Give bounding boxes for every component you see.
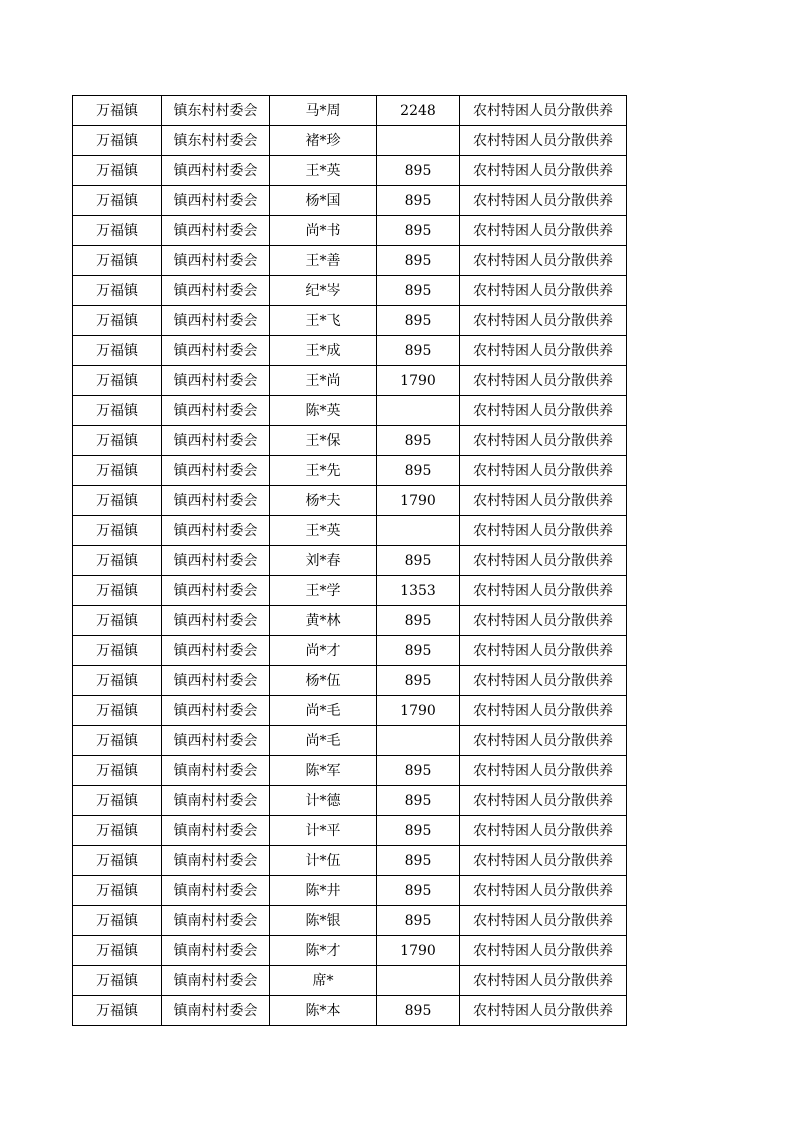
village-cell: 镇南村村委会 [162, 906, 270, 936]
name-cell: 陈*军 [270, 756, 377, 786]
village-cell: 镇西村村委会 [162, 546, 270, 576]
table-row [73, 666, 627, 696]
town-cell: 万福镇 [73, 996, 162, 1026]
type-cell: 农村特困人员分散供养 [460, 186, 627, 216]
type-cell: 农村特困人员分散供养 [460, 516, 627, 546]
type-cell: 农村特困人员分散供养 [460, 216, 627, 246]
village-cell: 镇西村村委会 [162, 696, 270, 726]
table-row [73, 846, 627, 876]
village-cell: 镇西村村委会 [162, 306, 270, 336]
town-cell: 万福镇 [73, 216, 162, 246]
amount-cell: 895 [377, 846, 460, 876]
village-cell: 镇西村村委会 [162, 246, 270, 276]
name-cell: 王*学 [270, 576, 377, 606]
type-cell: 农村特困人员分散供养 [460, 426, 627, 456]
type-cell: 农村特困人员分散供养 [460, 636, 627, 666]
amount-cell: 1790 [377, 366, 460, 396]
table-row [73, 336, 627, 366]
amount-cell: 895 [377, 756, 460, 786]
table-row [73, 486, 627, 516]
table-row [73, 216, 627, 246]
village-cell: 镇西村村委会 [162, 726, 270, 756]
type-cell: 农村特困人员分散供养 [460, 246, 627, 276]
village-cell: 镇西村村委会 [162, 486, 270, 516]
amount-cell: 895 [377, 216, 460, 246]
amount-cell [377, 126, 460, 156]
name-cell: 王*善 [270, 246, 377, 276]
type-cell: 农村特困人员分散供养 [460, 696, 627, 726]
type-cell: 农村特困人员分散供养 [460, 306, 627, 336]
name-cell: 黄*林 [270, 606, 377, 636]
town-cell: 万福镇 [73, 756, 162, 786]
town-cell: 万福镇 [73, 906, 162, 936]
town-cell: 万福镇 [73, 576, 162, 606]
name-cell: 马*周 [270, 96, 377, 126]
type-cell: 农村特困人员分散供养 [460, 456, 627, 486]
table-row [73, 306, 627, 336]
amount-cell: 1790 [377, 696, 460, 726]
town-cell: 万福镇 [73, 666, 162, 696]
village-cell: 镇西村村委会 [162, 636, 270, 666]
town-cell: 万福镇 [73, 126, 162, 156]
table-row [73, 756, 627, 786]
amount-cell: 895 [377, 276, 460, 306]
table-row [73, 96, 627, 126]
type-cell: 农村特困人员分散供养 [460, 336, 627, 366]
town-cell: 万福镇 [73, 306, 162, 336]
type-cell: 农村特困人员分散供养 [460, 576, 627, 606]
name-cell: 刘*春 [270, 546, 377, 576]
name-cell: 陈*才 [270, 936, 377, 966]
amount-cell: 895 [377, 876, 460, 906]
amount-cell: 2248 [377, 96, 460, 126]
name-cell: 王*保 [270, 426, 377, 456]
name-cell: 计*德 [270, 786, 377, 816]
amount-cell: 895 [377, 246, 460, 276]
table-body [73, 96, 627, 1026]
village-cell: 镇西村村委会 [162, 276, 270, 306]
town-cell: 万福镇 [73, 606, 162, 636]
name-cell: 王*尚 [270, 366, 377, 396]
table-row [73, 276, 627, 306]
town-cell: 万福镇 [73, 966, 162, 996]
table-row [73, 576, 627, 606]
town-cell: 万福镇 [73, 276, 162, 306]
type-cell: 农村特困人员分散供养 [460, 936, 627, 966]
table-row [73, 396, 627, 426]
amount-cell: 1790 [377, 486, 460, 516]
town-cell: 万福镇 [73, 96, 162, 126]
village-cell: 镇西村村委会 [162, 456, 270, 486]
amount-cell: 895 [377, 336, 460, 366]
type-cell: 农村特困人员分散供养 [460, 726, 627, 756]
village-cell: 镇南村村委会 [162, 996, 270, 1026]
name-cell: 陈*银 [270, 906, 377, 936]
village-cell: 镇南村村委会 [162, 846, 270, 876]
village-cell: 镇南村村委会 [162, 756, 270, 786]
amount-cell: 895 [377, 186, 460, 216]
name-cell: 王*英 [270, 516, 377, 546]
type-cell: 农村特困人员分散供养 [460, 486, 627, 516]
amount-cell: 895 [377, 156, 460, 186]
type-cell: 农村特困人员分散供养 [460, 876, 627, 906]
town-cell: 万福镇 [73, 876, 162, 906]
table-row [73, 186, 627, 216]
village-cell: 镇南村村委会 [162, 816, 270, 846]
village-cell: 镇西村村委会 [162, 666, 270, 696]
table-row [73, 426, 627, 456]
village-cell: 镇南村村委会 [162, 966, 270, 996]
village-cell: 镇东村村委会 [162, 96, 270, 126]
type-cell: 农村特困人员分散供养 [460, 396, 627, 426]
town-cell: 万福镇 [73, 696, 162, 726]
table-row [73, 546, 627, 576]
table-row [73, 156, 627, 186]
table-row [73, 966, 627, 996]
table-row [73, 456, 627, 486]
amount-cell: 895 [377, 996, 460, 1026]
village-cell: 镇西村村委会 [162, 336, 270, 366]
amount-cell [377, 726, 460, 756]
village-cell: 镇西村村委会 [162, 156, 270, 186]
name-cell: 王*英 [270, 156, 377, 186]
name-cell: 陈*井 [270, 876, 377, 906]
table-row [73, 246, 627, 276]
type-cell: 农村特困人员分散供养 [460, 96, 627, 126]
town-cell: 万福镇 [73, 636, 162, 666]
table-row [73, 516, 627, 546]
table-row [73, 636, 627, 666]
amount-cell: 1353 [377, 576, 460, 606]
name-cell: 尚*毛 [270, 726, 377, 756]
name-cell: 计*平 [270, 816, 377, 846]
table-row [73, 936, 627, 966]
table-row [73, 366, 627, 396]
type-cell: 农村特困人员分散供养 [460, 816, 627, 846]
village-cell: 镇西村村委会 [162, 216, 270, 246]
type-cell: 农村特困人员分散供养 [460, 366, 627, 396]
town-cell: 万福镇 [73, 726, 162, 756]
name-cell: 计*伍 [270, 846, 377, 876]
town-cell: 万福镇 [73, 366, 162, 396]
town-cell: 万福镇 [73, 786, 162, 816]
amount-cell: 895 [377, 786, 460, 816]
table-row [73, 996, 627, 1026]
name-cell: 陈*本 [270, 996, 377, 1026]
amount-cell: 895 [377, 636, 460, 666]
name-cell: 杨*国 [270, 186, 377, 216]
beneficiary-table [72, 95, 627, 1026]
amount-cell: 895 [377, 606, 460, 636]
table-row [73, 126, 627, 156]
village-cell: 镇西村村委会 [162, 606, 270, 636]
table-row [73, 876, 627, 906]
amount-cell: 895 [377, 816, 460, 846]
town-cell: 万福镇 [73, 546, 162, 576]
town-cell: 万福镇 [73, 456, 162, 486]
type-cell: 农村特困人员分散供养 [460, 546, 627, 576]
town-cell: 万福镇 [73, 186, 162, 216]
name-cell: 王*飞 [270, 306, 377, 336]
amount-cell: 895 [377, 546, 460, 576]
town-cell: 万福镇 [73, 486, 162, 516]
village-cell: 镇西村村委会 [162, 366, 270, 396]
type-cell: 农村特困人员分散供养 [460, 606, 627, 636]
name-cell: 席* [270, 966, 377, 996]
amount-cell: 895 [377, 456, 460, 486]
village-cell: 镇南村村委会 [162, 936, 270, 966]
table-row [73, 606, 627, 636]
type-cell: 农村特困人员分散供养 [460, 996, 627, 1026]
town-cell: 万福镇 [73, 336, 162, 366]
type-cell: 农村特困人员分散供养 [460, 966, 627, 996]
village-cell: 镇西村村委会 [162, 186, 270, 216]
amount-cell [377, 516, 460, 546]
name-cell: 尚*书 [270, 216, 377, 246]
name-cell: 陈*英 [270, 396, 377, 426]
table-row [73, 726, 627, 756]
table-row [73, 816, 627, 846]
name-cell: 褚*珍 [270, 126, 377, 156]
town-cell: 万福镇 [73, 426, 162, 456]
amount-cell [377, 396, 460, 426]
name-cell: 杨*伍 [270, 666, 377, 696]
village-cell: 镇西村村委会 [162, 426, 270, 456]
amount-cell: 1790 [377, 936, 460, 966]
type-cell: 农村特困人员分散供养 [460, 126, 627, 156]
table-row [73, 696, 627, 726]
table-row [73, 906, 627, 936]
type-cell: 农村特困人员分散供养 [460, 846, 627, 876]
amount-cell [377, 966, 460, 996]
village-cell: 镇西村村委会 [162, 396, 270, 426]
type-cell: 农村特困人员分散供养 [460, 756, 627, 786]
village-cell: 镇西村村委会 [162, 576, 270, 606]
type-cell: 农村特困人员分散供养 [460, 786, 627, 816]
type-cell: 农村特困人员分散供养 [460, 156, 627, 186]
type-cell: 农村特困人员分散供养 [460, 276, 627, 306]
name-cell: 杨*夫 [270, 486, 377, 516]
type-cell: 农村特困人员分散供养 [460, 666, 627, 696]
name-cell: 尚*才 [270, 636, 377, 666]
amount-cell: 895 [377, 426, 460, 456]
town-cell: 万福镇 [73, 816, 162, 846]
amount-cell: 895 [377, 666, 460, 696]
town-cell: 万福镇 [73, 936, 162, 966]
name-cell: 尚*毛 [270, 696, 377, 726]
name-cell: 纪*岑 [270, 276, 377, 306]
town-cell: 万福镇 [73, 396, 162, 426]
village-cell: 镇东村村委会 [162, 126, 270, 156]
village-cell: 镇南村村委会 [162, 876, 270, 906]
amount-cell: 895 [377, 306, 460, 336]
town-cell: 万福镇 [73, 516, 162, 546]
town-cell: 万福镇 [73, 846, 162, 876]
amount-cell: 895 [377, 906, 460, 936]
village-cell: 镇南村村委会 [162, 786, 270, 816]
village-cell: 镇西村村委会 [162, 516, 270, 546]
town-cell: 万福镇 [73, 156, 162, 186]
name-cell: 王*成 [270, 336, 377, 366]
name-cell: 王*先 [270, 456, 377, 486]
type-cell: 农村特困人员分散供养 [460, 906, 627, 936]
table-row [73, 786, 627, 816]
town-cell: 万福镇 [73, 246, 162, 276]
